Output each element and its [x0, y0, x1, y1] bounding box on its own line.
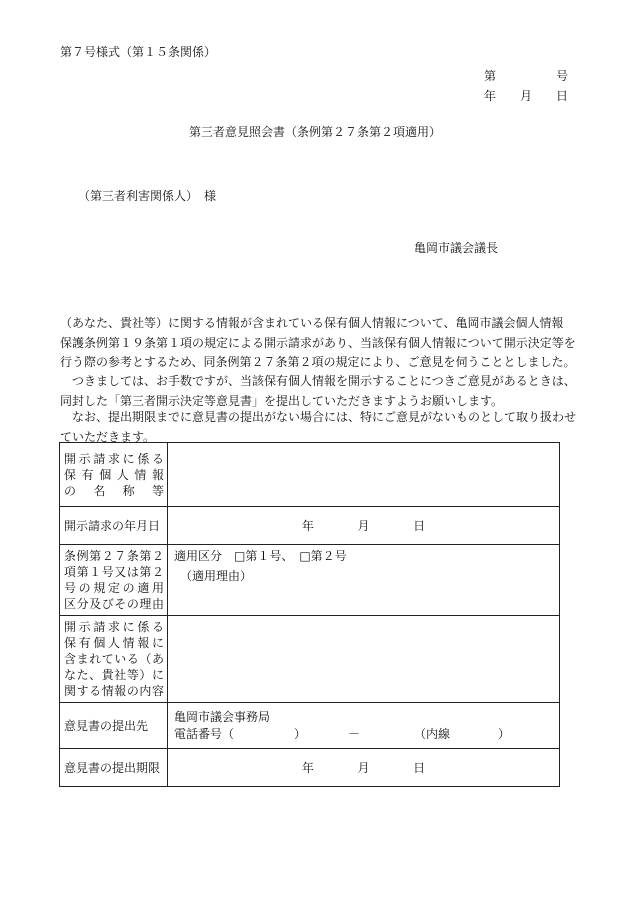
table-row — [60, 443, 560, 507]
date-year: 年 — [484, 89, 497, 103]
deadline-month: 月 — [357, 761, 370, 775]
date-month: 月 — [519, 89, 532, 103]
number-prefix: 第 — [484, 69, 497, 83]
date-day: 日 — [555, 89, 568, 103]
label-submission-address: 意見書の提出先 — [60, 703, 168, 749]
form-label: 第７号様式（第１５条関係） — [60, 45, 217, 59]
category-checkboxes[interactable]: 適用区分 □第１号、 □第２号 — [174, 549, 347, 563]
body-line: つきましては、お手数ですが、当該保有個人情報を開示することにつきご意見があるときは、 — [60, 374, 576, 388]
secretariat-name: 亀岡市議会事務局 — [174, 709, 271, 724]
body-line: （あなた、貴社等）に関する情報が含まれている保有個人情報について、亀岡市議会個人情報 — [60, 316, 564, 330]
document-title: 第三者意見照会書（条例第２７条第２項適用） — [188, 125, 441, 139]
field-submission-deadline[interactable] — [168, 749, 560, 787]
label-request-date: 開示請求の年月日 — [60, 507, 168, 545]
body-line: なお、提出期限までに意見書の提出がない場合には、特にご意見がないものとして取り扱わせ — [60, 410, 577, 424]
label-info-content: 開示請求に係る 保有個人情報に 含まれている（あ なた、貴社等）に 関する情報の内容 — [60, 616, 168, 703]
field-applicable-category — [168, 545, 560, 616]
body-paragraph-1 — [60, 314, 576, 373]
body-line: 保護条例第１９条第１項の規定による開示請求があり、当該保有個人情報について開示決定等を — [60, 335, 576, 350]
body-line: ていただきます。 — [60, 429, 156, 444]
phone-number-line: 電話番号（ ） － （内線 ） — [174, 726, 511, 741]
label-personal-info-name: 開示請求に係る 保有個人情報 の 名 称 等 — [60, 443, 168, 507]
table-row — [60, 616, 560, 703]
body-paragraph-2 — [60, 372, 576, 411]
table-row — [60, 749, 560, 787]
form-table — [59, 442, 560, 787]
deadline-day: 日 — [413, 761, 426, 775]
request-day: 日 — [413, 519, 426, 533]
field-request-date[interactable] — [168, 507, 560, 545]
field-info-content[interactable] — [168, 616, 560, 703]
request-year: 年 — [301, 519, 314, 533]
field-personal-info-name[interactable] — [168, 443, 560, 507]
table-row — [60, 545, 560, 616]
field-submission-address — [168, 703, 560, 749]
reason-label: （適用理由） — [180, 569, 253, 583]
request-month: 月 — [357, 519, 370, 533]
number-suffix: 号 — [555, 69, 568, 83]
body-line: 同封した「第三者開示決定等意見書」を提出していただきますようお願いします。 — [60, 393, 504, 408]
table-row — [60, 507, 560, 545]
document-number-line — [484, 68, 568, 85]
document-date-line — [484, 88, 568, 105]
addressee: （第三者利害関係人） 様 — [78, 189, 217, 203]
label-applicable-category: 条例第２７条第２ 項第１号又は第２ 号の規定の適用 区分及びその理由 — [60, 545, 168, 616]
table-row — [60, 703, 560, 749]
label-submission-deadline: 意見書の提出期限 — [60, 749, 168, 787]
body-line: 行う際の参考とするため、同条例第２７条第２項の規定により、ご意見を伺うこととしました。 — [60, 355, 576, 369]
deadline-year: 年 — [301, 761, 314, 775]
sender: 亀岡市議会議長 — [414, 241, 499, 255]
